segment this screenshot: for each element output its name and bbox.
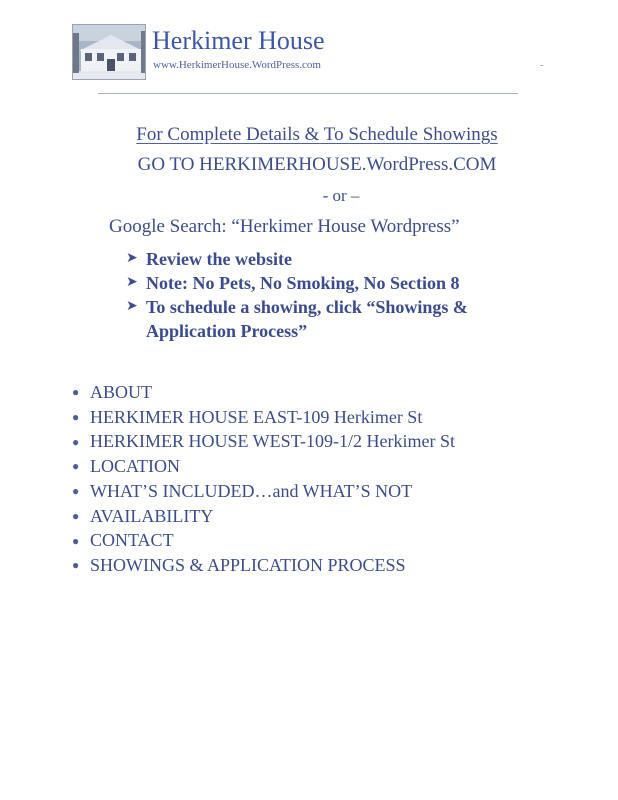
round-bullet-icon: ● [72, 434, 80, 449]
site-menu-list [72, 380, 572, 578]
menu-item-location[interactable] [72, 454, 572, 479]
menu-item-label: ABOUT [90, 382, 152, 402]
round-bullet-icon: ● [72, 508, 80, 523]
notes-list [126, 247, 526, 343]
round-bullet-icon: ● [72, 385, 80, 400]
note-text: Note: No Pets, No Smoking, No Section 8 [146, 273, 460, 293]
arrowhead-bullet-icon: ➤ [126, 275, 138, 290]
round-bullet-icon: ● [72, 459, 80, 474]
menu-item-label: WHAT’S INCLUDED…and WHAT’S NOT [90, 480, 413, 501]
note-text: To schedule a showing, click “Showings & Application Process” [146, 297, 468, 341]
menu-item-house-east[interactable] [72, 405, 572, 430]
arrowhead-bullet-icon: ➤ [126, 299, 138, 314]
site-url[interactable]: www.HerkimerHouse.WordPress.com [153, 59, 321, 71]
menu-item-house-west[interactable] [72, 429, 572, 454]
site-title: Herkimer House [152, 26, 325, 55]
menu-item-whats-included[interactable] [72, 479, 572, 504]
arrowhead-bullet-icon: ➤ [126, 251, 138, 266]
note-item [126, 295, 526, 343]
round-bullet-icon: ● [72, 484, 80, 499]
menu-item-label: SHOWINGS & APPLICATION PROCESS [90, 554, 406, 575]
menu-item-label: CONTACT [90, 530, 174, 551]
round-bullet-icon: ● [72, 410, 80, 425]
google-search-text: Google Search: “Herkimer House Wordpress” [109, 216, 460, 237]
note-item [126, 247, 526, 271]
go-to-website-text: GO TO HERKIMERHOUSE.WordPress.COM [137, 154, 497, 175]
note-item [126, 271, 526, 295]
header-divider [98, 93, 518, 94]
menu-item-label: HERKIMER HOUSE WEST-109-1/2 Herkimer St [90, 431, 455, 452]
menu-item-about[interactable] [72, 380, 572, 405]
menu-item-contact[interactable] [72, 528, 572, 553]
menu-item-label: LOCATION [90, 456, 180, 477]
menu-item-label: HERKIMER HOUSE EAST-109 Herkimer St [90, 406, 423, 427]
menu-item-availability[interactable] [72, 504, 572, 529]
menu-item-label: AVAILABILITY [90, 505, 214, 526]
details-link[interactable]: For Complete Details & To Schedule Showings [136, 124, 498, 145]
round-bullet-icon: ● [72, 558, 80, 573]
house-photo-image [73, 25, 146, 80]
note-text: Review the website [146, 249, 292, 269]
menu-item-showings[interactable] [72, 553, 572, 578]
document-header [72, 24, 552, 84]
house-photo [72, 24, 146, 80]
or-separator: - or – [322, 186, 360, 205]
header-dash: - [540, 59, 544, 71]
round-bullet-icon: ● [72, 533, 80, 548]
